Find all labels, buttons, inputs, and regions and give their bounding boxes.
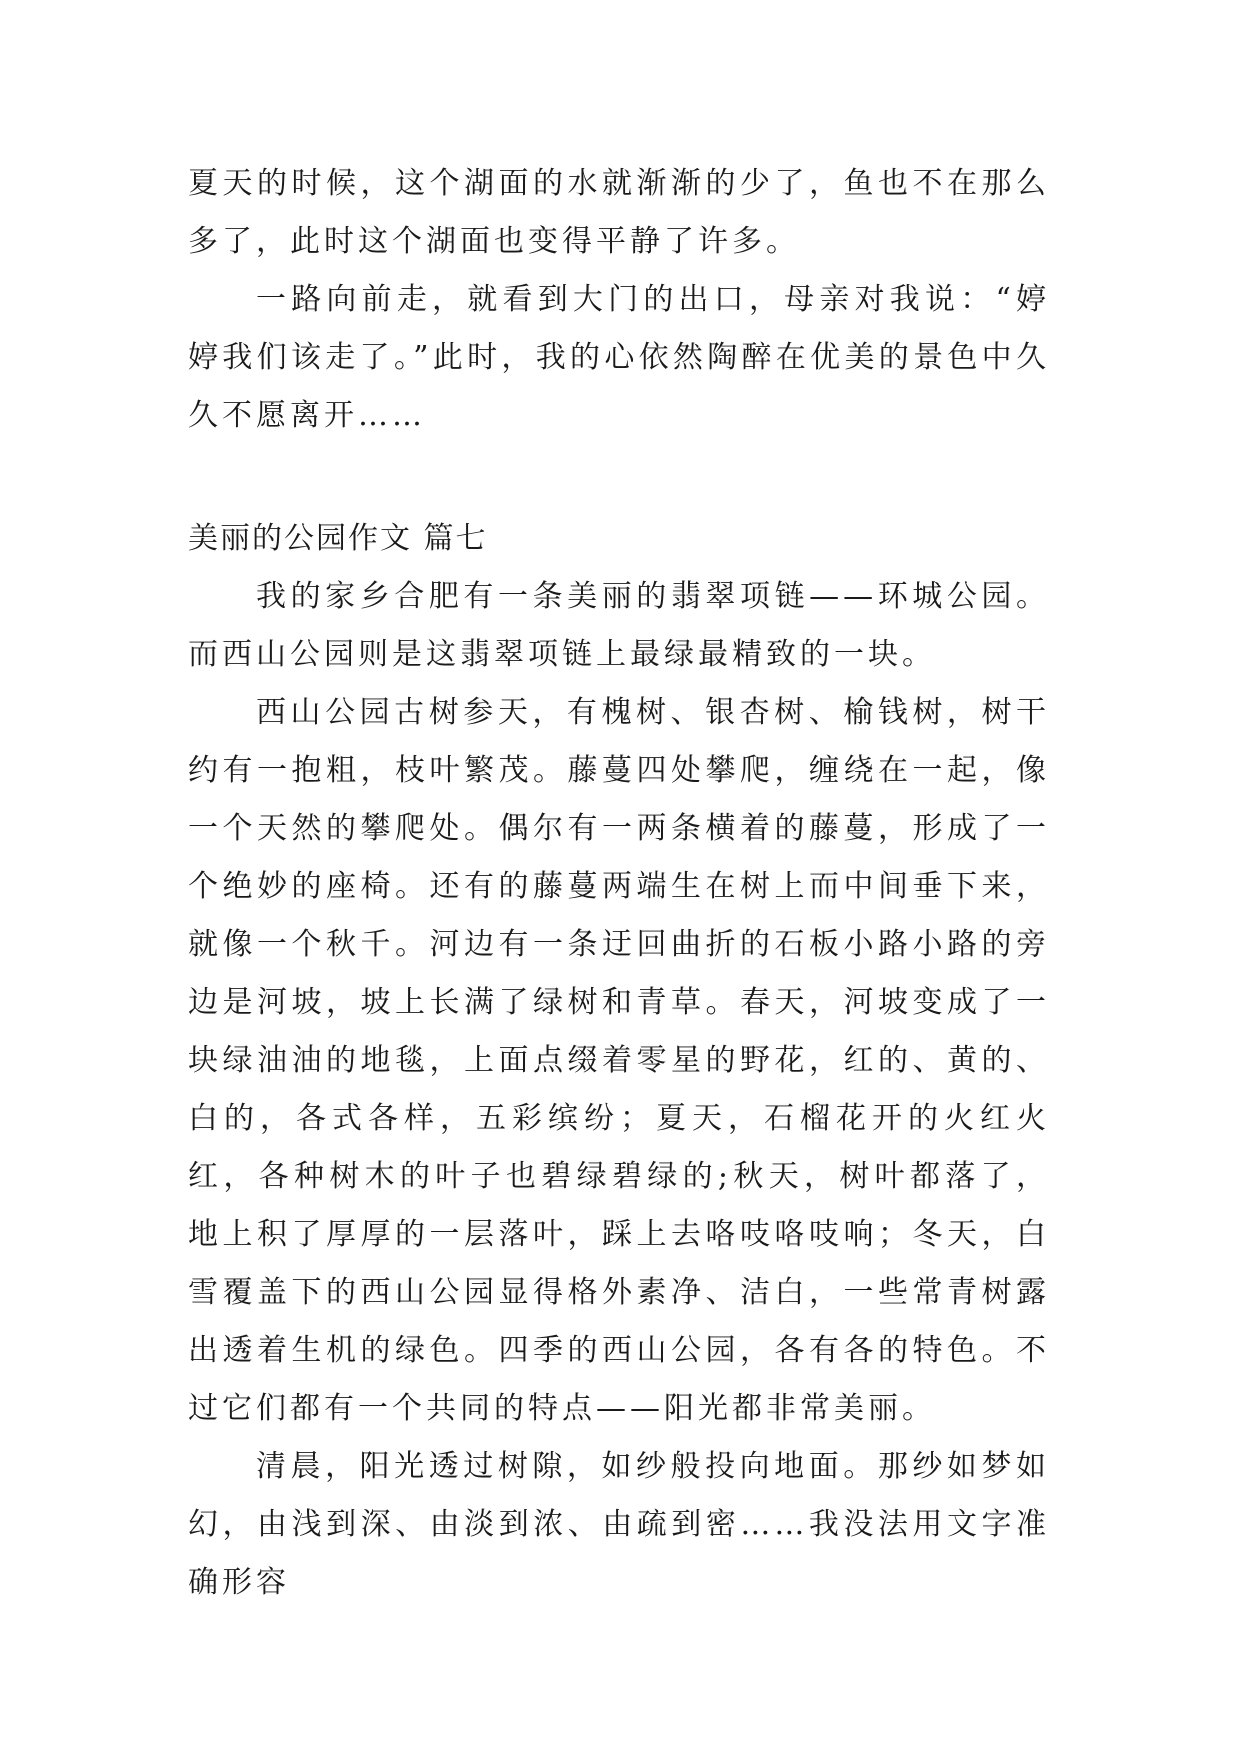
previous-section-ending <box>188 155 1050 445</box>
section-heading: 美丽的公园作文 篇七 <box>188 521 488 556</box>
carryover-paragraph: 夏天的时候，这个湖面的水就渐渐的少了，鱼也不在那么多了，此时这个湖面也变得平静了许多。 <box>188 166 1050 259</box>
body-paragraph: 西山公园古树参天，有槐树、银杏树、榆钱树，树干约有一抱粗，枝叶繁茂。藤蔓四处攀爬，缠绕在一起，像一个天然的攀爬处。偶尔有一两条横着的藤蔓，形成了一个绝妙的座椅。还有的藤蔓两端生在树上而中间垂下来，就像一个秋千。河边有一条迂回曲折的石板小路小路的旁边是河坡，坡上长满了绿树和青草。春天，河坡变成了一块绿油油的地毯，上面点缀着零星的野花，红的、黄的、白的，各式各样，五彩缤纷；夏天，石榴花开的火红火红，各种树木的叶子也碧绿碧绿的;秋天，树叶都落了，地上积了厚厚的一层落叶，踩上去咯吱咯吱响；冬天，白雪覆盖下的西山公园显得格外素净、洁白，一些常青树露出透着生机的绿色。四季的西山公园，各有各的特色。不过它们都有一个共同的特点——阳光都非常美丽。 <box>188 695 1050 1426</box>
essay-section <box>188 510 1050 1612</box>
body-paragraph: 我的家乡合肥有一条美丽的翡翠项链——环城公园。而西山公园则是这翡翠项链上最绿最精致的一块。 <box>188 579 1050 672</box>
body-paragraph: 清晨，阳光透过树隙，如纱般投向地面。那纱如梦如幻，由浅到深、由淡到浓、由疏到密……我没法用文字准确形容 <box>188 1449 1050 1600</box>
farewell-paragraph: 一路向前走，就看到大门的出口，母亲对我说：“婷婷我们该走了。”此时，我的心依然陶醉在优美的景色中久久不愿离开…… <box>188 282 1050 433</box>
